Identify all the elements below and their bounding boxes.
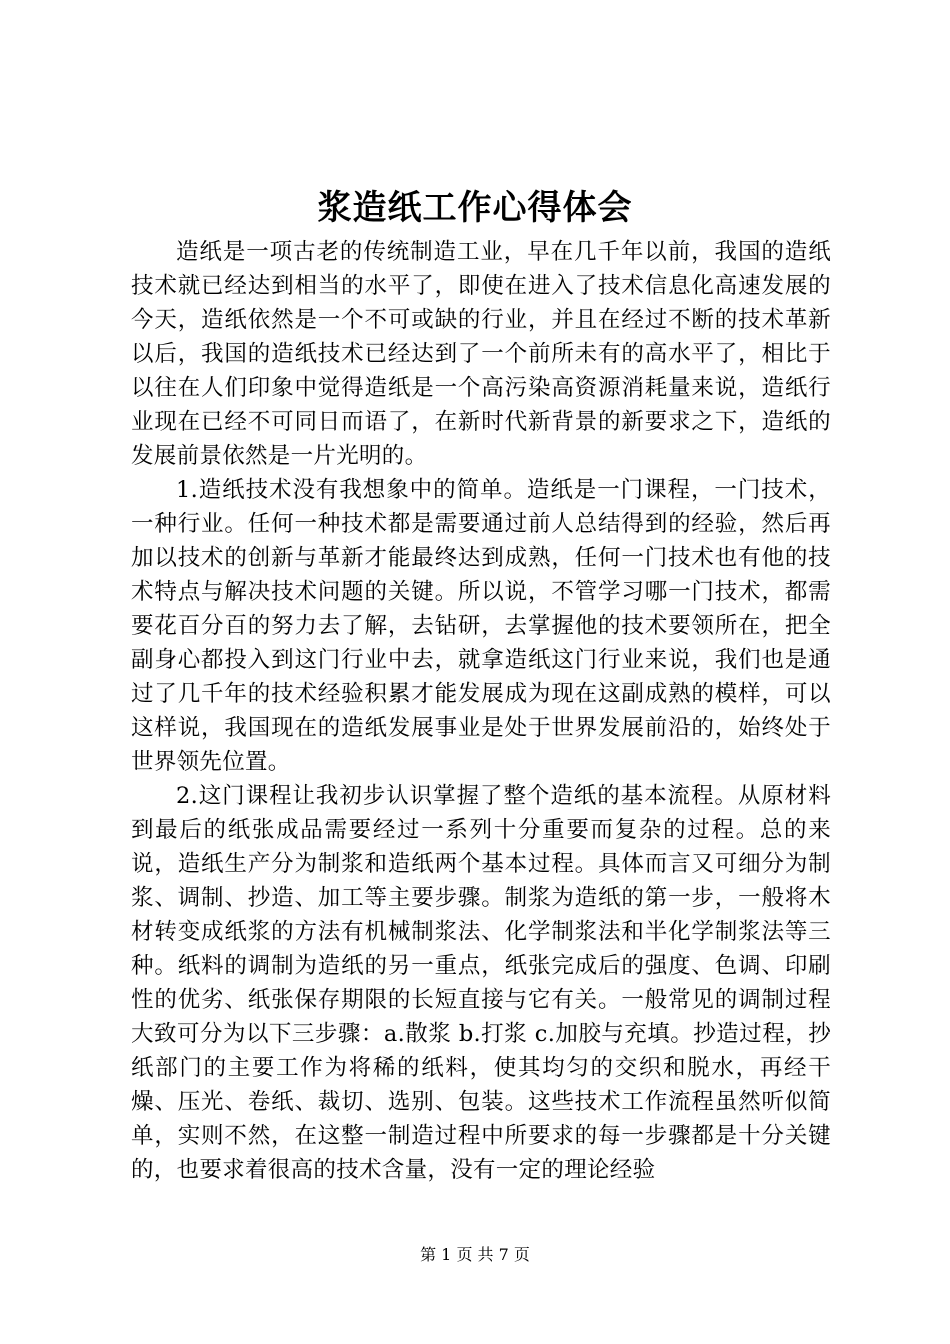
- paragraph-point-2: 2.这门课程让我初步认识掌握了整个造纸的基本流程。从原材料到最后的纸张成品需要经过一系列十分重要而复杂的过程。总的来说，造纸生产分为制浆和造纸两个基本过程。具体而言又可细分为制浆、调制、抄造、加工等主要步骤。制浆为造纸的第一步，一般将木材转变成纸浆的方法有机械制浆法、化学制浆法和半化学制浆法等三种。纸料的调制为造纸的另一重点，纸张完成后的强度、色调、印刷性的优劣、纸张保存期限的长短直接与它有关。一般常见的调制过程大致可分为以下三步骤：a.散浆 b.打浆 c.加胶与充填。抄造过程，抄纸部门的主要工作为将稀的纸料，使其均匀的交织和脱水，再经干燥、压光、卷纸、裁切、选别、包装。这些技术工作流程虽然听似简单，实则不然，在这整一制造过程中所要求的每一步骤都是十分关键的，也要求着很高的技术含量，没有一定的理论经验: [131, 783, 831, 1183]
- paragraph-point-1: 1.造纸技术没有我想象中的简单。造纸是一门课程，一门技术，一种行业。任何一种技术都是需要通过前人总结得到的经验，然后再加以技术的创新与革新才能最终达到成熟，任何一门技术也有他的技术特点与解决技术问题的关键。所以说，不管学习哪一门技术，都需要花百分百的努力去了解，去钻研，去掌握他的技术要领所在，把全副身心都投入到这门行业中去，就拿造纸这门行业来说，我们也是通过了几千年的技术经验积累才能发展成为现在这副成熟的模样，可以这样说，我国现在的造纸发展事业是处于世界发展前沿的，始终处于世界领先位置。: [131, 477, 831, 775]
- document-body: [131, 235, 831, 1187]
- document-title: 浆造纸工作心得体会: [317, 188, 633, 228]
- page-footer: 第 1 页 共 7 页: [420, 1245, 530, 1264]
- paragraph-intro: 造纸是一项古老的传统制造工业，早在几千年以前，我国的造纸技术就已经达到相当的水平了，即使在进入了技术信息化高速发展的今天，造纸依然是一个不可或缺的行业，并且在经过不断的技术革新以后，我国的造纸技术已经达到了一个前所未有的高水平了，相比于以往在人们印象中觉得造纸是一个高污染高资源消耗量来说，造纸行业现在已经不可同日而语了，在新时代新背景的新要求之下，造纸的发展前景依然是一片光明的。: [131, 239, 831, 469]
